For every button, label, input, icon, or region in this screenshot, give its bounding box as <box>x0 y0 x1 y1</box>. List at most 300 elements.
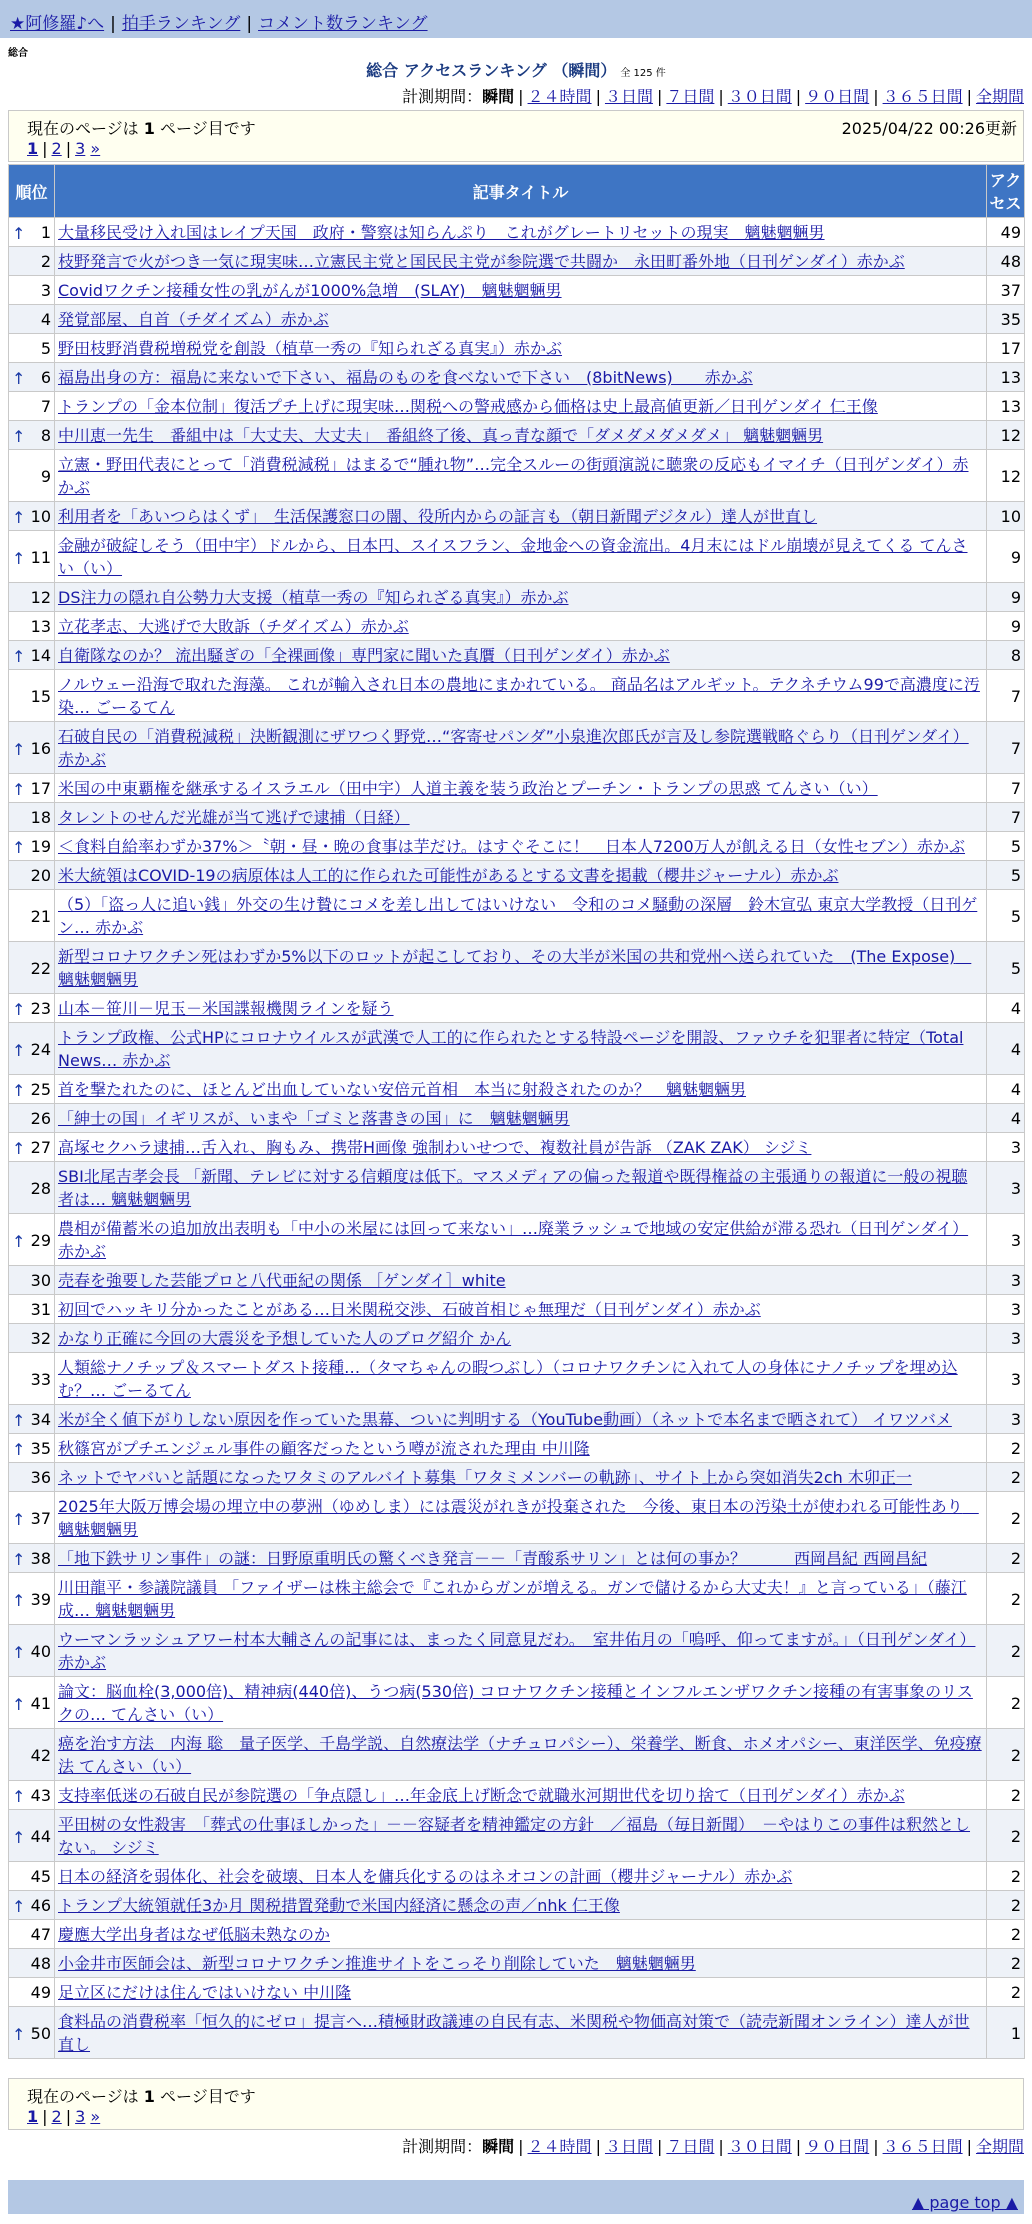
access-count: 5 <box>987 832 1025 861</box>
rank-up-arrow-icon: ↑ <box>12 1827 26 1847</box>
rank-number: 40 <box>30 1641 51 1661</box>
period-option-link[interactable]: 全期間 <box>975 87 1024 106</box>
access-count: 12 <box>987 450 1025 502</box>
rank-cell <box>9 1434 55 1463</box>
table-row <box>9 1677 1025 1729</box>
access-count: 35 <box>987 305 1025 334</box>
access-count: 48 <box>987 247 1025 276</box>
access-count: 2 <box>987 1862 1025 1891</box>
rank-number: 29 <box>30 1230 51 1250</box>
title-cell <box>55 502 987 531</box>
title-cell <box>55 305 987 334</box>
table-row <box>9 890 1025 942</box>
article-title-link[interactable]: タレントのせんだ光雄が当て逃げで逮捕（日経） <box>58 808 410 827</box>
current-page-text <box>27 2084 256 2107</box>
period-separator: | <box>656 2137 663 2156</box>
rank-number: 21 <box>30 906 51 926</box>
period-option-link[interactable]: ３日間 <box>604 2137 653 2156</box>
article-title-link[interactable]: 初回でハッキリ分かったことがある…日米関税交渉、石破首相じゃ無理だ（日刊ゲンダイ）赤かぶ <box>58 1300 761 1319</box>
table-row <box>9 1781 1025 1810</box>
access-count: 49 <box>987 218 1025 247</box>
access-count: 12 <box>987 421 1025 450</box>
table-row <box>9 1295 1025 1324</box>
table-row <box>9 1162 1025 1214</box>
rank-number: 33 <box>30 1369 51 1389</box>
rank-cell <box>9 450 55 502</box>
article-title-link[interactable]: 「地下鉄サリン事件」の謎：日野原重明氏の驚くべき発言－－「青酸系サリン」とは何の事か？ 西岡昌紀 西岡昌紀 <box>58 1549 928 1568</box>
rank-number: 30 <box>30 1271 51 1290</box>
table-row <box>9 1133 1025 1162</box>
current-page-prefix: 現在のページは <box>27 2087 139 2106</box>
article-title-link[interactable]: 食料品の消費税率「恒久的にゼロ」提言へ…積極財政議連の自民有志、米関税や物価高対策で（読売新聞オンライン）達人が世直し <box>58 2012 970 2054</box>
article-title-link[interactable]: 枝野発言で火がつき一気に現実味…立憲民主党と国民民主党が参院選で共闘か 永田町番外地（日刊ゲンダイ）赤かぶ <box>58 252 905 271</box>
article-title-link[interactable]: SBI北尾吉孝会長 「新聞、テレビに対する信頼度は低下。マスメディアの偏った報道や既得権益の主張通りの報道に一般の視聴者は… 魑魅魍魎男 <box>58 1167 968 1209</box>
rank-up-arrow-icon: ↑ <box>12 508 26 527</box>
title-cell <box>55 1781 987 1810</box>
page-link-1[interactable]: 1 <box>27 139 39 158</box>
rank-cell <box>9 583 55 612</box>
title-cell <box>55 450 987 502</box>
access-count: 2 <box>987 1891 1025 1920</box>
bottom-bar <box>8 2180 1024 2214</box>
access-count: 3 <box>987 1353 1025 1405</box>
article-title-link[interactable]: 米大統領はCOVID-19の病原体は人工的に作られた可能性があるとする文書を掲載（櫻井ジャーナル）赤かぶ <box>58 866 839 885</box>
page-top-link[interactable]: ▲ page top ▲ <box>911 2193 1018 2212</box>
period-option-link[interactable]: ９０日間 <box>805 2137 870 2156</box>
table-header-row <box>9 165 1025 218</box>
rank-number: 43 <box>30 1786 51 1805</box>
table-row <box>9 305 1025 334</box>
table-row <box>9 1434 1025 1463</box>
title-cell <box>55 1405 987 1434</box>
access-count: 2 <box>987 1920 1025 1949</box>
rank-cell <box>9 1266 55 1295</box>
table-row <box>9 1949 1025 1978</box>
access-count: 3 <box>987 1295 1025 1324</box>
table-row <box>9 1810 1025 1862</box>
updated-timestamp: 2025/04/22 00:26更新 <box>841 119 1017 138</box>
table-row <box>9 1324 1025 1353</box>
table-row <box>9 1729 1025 1781</box>
table-row <box>9 1075 1025 1104</box>
article-title-link[interactable]: 支持率低迷の石破自民が参院選の「争点隠し」…年金底上げ断念で就職氷河期世代を切り捨て（日刊ゲンダイ）赤かぶ <box>58 1786 905 1805</box>
access-count: 3 <box>987 1324 1025 1353</box>
article-title-link[interactable]: 大量移民受け入れ国はレイプ天国 政府・警察は知らんぷり これがグレートリセットの現実 魑魅魍魎男 <box>58 223 825 242</box>
rank-cell <box>9 1920 55 1949</box>
title-cell <box>55 1920 987 1949</box>
rank-cell <box>9 1463 55 1492</box>
period-option-link[interactable]: ３日間 <box>604 87 653 106</box>
rank-cell <box>9 641 55 670</box>
article-title-link[interactable]: ネットでヤバいと話題になったワタミのアルバイト募集「ワタミメンバーの軌跡」、サイト上から突如消失2ch 木卯正一 <box>58 1468 912 1487</box>
access-count: 13 <box>987 392 1025 421</box>
comment-ranking-link[interactable]: コメント数ランキング <box>258 14 428 34</box>
rank-cell <box>9 803 55 832</box>
title-cell <box>55 994 987 1023</box>
rank-cell <box>9 1405 55 1434</box>
access-count: 5 <box>987 890 1025 942</box>
rank-cell <box>9 1104 55 1133</box>
article-title-link[interactable]: 金融が破綻しそう（田中宇）ドルから、日本円、スイスフラン、金地金への資金流出。4月末にはドル崩壊が見えてくる てんさい（い） <box>58 536 968 578</box>
current-page-number: 1 <box>143 2087 155 2106</box>
rank-number: 41 <box>30 1693 51 1713</box>
rank-up-arrow-icon: ↑ <box>12 548 26 568</box>
rank-cell <box>9 890 55 942</box>
article-title-link[interactable]: 慶應大学出身者はなぜ低脳未熟なのか <box>58 1925 331 1944</box>
access-count: 2 <box>987 1677 1025 1729</box>
table-row <box>9 247 1025 276</box>
title-cell <box>55 1891 987 1920</box>
pager-separator: | <box>65 139 72 158</box>
rank-cell <box>9 1810 55 1862</box>
rank-number: 42 <box>30 1745 51 1765</box>
access-count: 2 <box>987 1781 1025 1810</box>
period-separator: | <box>795 2137 802 2156</box>
pagination-top <box>27 139 100 158</box>
rank-number: 20 <box>30 866 51 885</box>
ranking-table <box>8 164 1025 2059</box>
rank-up-arrow-icon: ↑ <box>12 369 26 388</box>
rank-number: 24 <box>30 1039 51 1059</box>
article-title-link[interactable]: 新型コロナワクチン死はわずか5%以下のロットが起こしており、その大半が米国の共和党州へ送られていた (The Expose) 魑魅魍魎男 <box>58 947 972 989</box>
period-option-link[interactable]: ３６５日間 <box>882 2137 963 2156</box>
article-title-link[interactable]: 石破自民の「消費税減税」決断観測にザワつく野党…“客寄せパンダ”小泉進次郎氏が言及し参院選戦略ぐらり（日刊ゲンダイ）赤かぶ <box>58 727 969 769</box>
article-title-link[interactable]: ＜食料自給率わずか37%＞〝朝・昼・晩の食事は芋だけ。はすぐそこに！ 日本人7200万人が飢える日（女性セブン）赤かぶ <box>58 837 966 856</box>
next-page-link[interactable]: » <box>90 2107 101 2126</box>
article-title-link[interactable]: 野田枝野消費税増税党を創設（植草一秀の『知られざる真実』）赤かぶ <box>58 339 563 358</box>
rank-cell <box>9 1677 55 1729</box>
access-count: 4 <box>987 1023 1025 1075</box>
article-title-link[interactable]: 足立区にだけは住んではいけない 中川隆 <box>58 1983 352 2002</box>
title-cell <box>55 861 987 890</box>
table-row <box>9 774 1025 803</box>
table-row <box>9 1573 1025 1625</box>
rank-cell <box>9 1023 55 1075</box>
access-count: 5 <box>987 942 1025 994</box>
access-count: 8 <box>987 641 1025 670</box>
rank-cell <box>9 994 55 1023</box>
page-link-3[interactable]: 3 <box>75 2107 86 2126</box>
pager-separator: | <box>42 2107 48 2126</box>
title-cell <box>55 1104 987 1133</box>
access-count: 2 <box>987 1434 1025 1463</box>
rank-number: 45 <box>30 1867 51 1886</box>
access-count: 3 <box>987 1133 1025 1162</box>
period-option-link[interactable]: ２４時間 <box>527 87 592 106</box>
period-separator: | <box>873 2137 879 2156</box>
title-cell <box>55 218 987 247</box>
access-count: 7 <box>987 803 1025 832</box>
title-cell <box>55 942 987 994</box>
rank-up-arrow-icon: ↑ <box>12 1694 26 1714</box>
current-page-suffix: ページ目です <box>160 119 256 138</box>
period-separator: | <box>518 2137 524 2156</box>
title-cell <box>55 1075 987 1104</box>
article-title-link[interactable]: 論文：脳血栓(3,000倍)、精神病(440倍)、うつ病(530倍) コロナワクチン接種とインフルエンザワクチン接種の有害事象のリスクの… てんさい（い） <box>58 1682 973 1724</box>
article-title-link[interactable]: 癌を治す方法 内海 聡 量子医学、千島学説、自然療法学（ナチュロパシー）、栄養学、断食、ホメオパシー、東洋医学、免疫療法 てんさい（い） <box>58 1734 982 1776</box>
title-cell <box>55 583 987 612</box>
home-link[interactable]: ★阿修羅♪へ <box>10 14 105 34</box>
period-option-link[interactable]: ２４時間 <box>527 2137 592 2156</box>
article-title-link[interactable]: 平田树の女性殺害 「葬式の仕事ほしかった」－－容疑者を精神鑑定の方針 ／福島（毎日新聞） －やはりこの事件は釈然としない。 シジミ <box>58 1815 971 1857</box>
period-separator: | <box>795 87 802 106</box>
article-title-link[interactable]: 立憲・野田代表にとって「消費税減税」はまるで“腫れ物”…完全スルーの街頭演説に聴衆の反応もイマイチ（日刊ゲンダイ）赤かぶ <box>58 455 969 497</box>
rank-up-arrow-icon: ↑ <box>12 739 26 759</box>
table-row <box>9 218 1025 247</box>
rank-number: 2 <box>40 252 51 271</box>
rank-cell <box>9 218 55 247</box>
access-count: 4 <box>987 994 1025 1023</box>
title-cell <box>55 1353 987 1405</box>
period-option-link[interactable]: ７日間 <box>666 2137 715 2156</box>
rank-number: 49 <box>30 1983 51 2002</box>
period-selector-bottom <box>402 2134 1024 2157</box>
rank-number: 12 <box>30 588 51 607</box>
rank-number: 48 <box>30 1954 51 1973</box>
article-title-link[interactable]: DS注力の隠れ自公勢力大支援（植草一秀の『知られざる真実』）赤かぶ <box>58 588 569 607</box>
table-row <box>9 1891 1025 1920</box>
title-cell <box>55 1434 987 1463</box>
article-title-link[interactable]: 日本の経済を弱体化、社会を破壊、日本人を傭兵化するのはネオコンの計画（櫻井ジャーナル）赤かぶ <box>58 1867 793 1886</box>
title-cell <box>55 670 987 722</box>
rank-cell <box>9 502 55 531</box>
rank-cell <box>9 942 55 994</box>
article-title-link[interactable]: 福島出身の方：福島に来ないで下さい、福島のものを食べないで下さい (8bitNews) 赤かぶ <box>58 368 753 387</box>
access-count: 17 <box>987 334 1025 363</box>
period-separator: | <box>873 87 879 106</box>
rank-number: 7 <box>40 397 51 416</box>
table-row <box>9 1214 1025 1266</box>
article-title-link[interactable]: 発覚部屋、自首（チダイズム）赤かぶ <box>58 310 329 329</box>
title-cell <box>55 1214 987 1266</box>
current-page-suffix: ページ目です <box>160 2087 256 2106</box>
article-title-link[interactable]: 中川恵一先生 番組中は「大丈夫、大丈夫」 番組終了後、真っ青な顔で「ダメダメダメダメ」 魑魅魍魎男 <box>58 426 824 445</box>
table-row <box>9 334 1025 363</box>
table-row <box>9 1023 1025 1075</box>
table-row <box>9 612 1025 641</box>
access-count: 2 <box>987 1573 1025 1625</box>
title-cell <box>55 1625 987 1677</box>
current-page-text <box>27 116 256 139</box>
article-title-link[interactable]: ノルウェー沿海で取れた海藻。 これが輸入され日本の農地にまかれている。 商品名はアルギット。テクネチウム99で高濃度に汚染… ごーるてん <box>58 675 980 717</box>
page-info-bottom <box>8 2078 1024 2130</box>
article-title-link[interactable]: トランプ政権、公式HPにコロナウイルスが武漢で人工的に作られたとする特設ページを開設、ファウチを犯罪者に特定（Total News… 赤かぶ <box>58 1028 964 1070</box>
current-page-prefix: 現在のページは <box>27 119 139 138</box>
rank-up-arrow-icon: ↑ <box>12 1440 26 1459</box>
rank-number: 6 <box>40 368 51 387</box>
rank-up-arrow-icon: ↑ <box>12 224 26 243</box>
article-title-link[interactable]: 高塚セクハラ逮捕…舌入れ、胸もみ、携帯H画像 強制わいせつで、複数社員が告訴 （ZAK ZAK） シジミ <box>58 1138 812 1157</box>
rank-cell <box>9 247 55 276</box>
page-link-2[interactable]: 2 <box>51 2107 62 2126</box>
article-title-link[interactable]: 米が全く値下がりしない原因を作っていた黒幕、ついに判明する（YouTube動画）（ネットで本名まで晒されて） イワツバメ <box>58 1410 952 1429</box>
table-row <box>9 2007 1025 2059</box>
access-count: 2 <box>987 1544 1025 1573</box>
period-current: 瞬間 <box>482 2137 515 2156</box>
article-title-link[interactable]: 自衛隊なのか？ 流出騒ぎの「全裸画像」専門家に聞いた真贋（日刊ゲンダイ）赤かぶ <box>58 646 670 665</box>
period-option-link[interactable]: ９０日間 <box>805 87 870 106</box>
rank-number: 10 <box>30 507 51 526</box>
rank-up-arrow-icon: ↑ <box>12 1509 26 1529</box>
title-cell <box>55 641 987 670</box>
period-separator: | <box>656 87 663 106</box>
article-title-link[interactable]: 利用者を「あいつらはくず」 生活保護窓口の闇、役所内からの証言も（朝日新聞デジタル）達人が世直し <box>58 507 818 526</box>
rank-cell <box>9 670 55 722</box>
rank-cell <box>9 531 55 583</box>
table-row <box>9 1405 1025 1434</box>
title-cell <box>55 890 987 942</box>
rank-cell <box>9 1075 55 1104</box>
rank-number: 47 <box>30 1925 51 1944</box>
table-row <box>9 1492 1025 1544</box>
article-title-link[interactable]: 2025年大阪万博会場の埋立中の夢洲（ゆめしま）には震災がれきが投棄された 今後、東日本の汚染土が使われる可能性あり 魑魅魍魎男 <box>58 1497 979 1539</box>
page-link-3[interactable]: 3 <box>75 139 86 158</box>
article-title-link[interactable]: 「紳士の国」イギリスが、いまや「ゴミと落書きの国」に 魑魅魍魎男 <box>58 1109 570 1128</box>
access-count: 7 <box>987 774 1025 803</box>
period-label: 計測期間： <box>402 2137 483 2156</box>
nav-separator: | <box>110 14 116 34</box>
article-title-link[interactable]: 人類総ナノチップ＆スマートダスト接種…（タマちゃんの暇つぶし）（コロナワクチンに入れて人の身体にナノチップを埋め込む？… ごーるてん <box>58 1358 958 1400</box>
title-cell <box>55 334 987 363</box>
period-option-link[interactable]: ３６５日間 <box>882 87 963 106</box>
access-count: 3 <box>987 1266 1025 1295</box>
table-row <box>9 832 1025 861</box>
access-count: 7 <box>987 722 1025 774</box>
rank-cell <box>9 1162 55 1214</box>
table-row <box>9 1353 1025 1405</box>
title-cell <box>55 1324 987 1353</box>
article-title-link[interactable]: 売春を強要した芸能プロと八代亜紀の関係 ［ゲンダイ］white <box>58 1271 506 1290</box>
rank-up-arrow-icon: ↑ <box>12 1642 26 1662</box>
article-title-link[interactable]: 山本－笹川－児玉－米国諜報機関ラインを疑う <box>58 999 394 1018</box>
title-cell <box>55 1677 987 1729</box>
access-column-header: アクセス <box>987 165 1025 218</box>
period-label: 計測期間： <box>402 87 483 106</box>
period-option-link[interactable]: ７日間 <box>666 87 715 106</box>
article-title-link[interactable]: かなり正確に今回の大震災を予想していた人のブログ紹介 かん <box>58 1329 512 1348</box>
rank-cell <box>9 1492 55 1544</box>
article-title-link[interactable]: トランプの「金本位制」復活プチ上げに現実味…関税への警戒感から価格は史上最高値更新／日刊ゲンダイ 仁王像 <box>58 397 878 416</box>
access-count: 2 <box>987 1463 1025 1492</box>
period-option-link[interactable]: ３０日間 <box>727 87 792 106</box>
rank-cell <box>9 722 55 774</box>
title-cell <box>55 774 987 803</box>
rank-number: 5 <box>40 339 51 358</box>
current-page-number: 1 <box>143 119 155 138</box>
article-title-link[interactable]: Covidワクチン接種女性の乳がんが1000%急増 (SLAY) 魑魅魍魎男 <box>58 281 562 300</box>
category-label: 総合 <box>8 48 28 59</box>
article-title-link[interactable]: （5）「盗っ人に追い銭」外交の生け贄にコメを差し出してはいけない 令和のコメ騒動の深層 鈴木宣弘 東京大学教授（日刊ゲン… 赤かぶ <box>58 895 978 937</box>
rank-number: 18 <box>30 808 51 827</box>
article-title-link[interactable]: 川田龍平・参議院議員 「ファイザーは株主総会で『これからガンが増える。ガンで儲けるから大丈夫！』と言っている」（藤江成… 魑魅魍魎男 <box>58 1578 967 1620</box>
title-cell <box>55 612 987 641</box>
page-title-text: 総合 アクセスランキング （瞬間） <box>366 61 617 80</box>
access-count: 3 <box>987 1214 1025 1266</box>
table-row <box>9 502 1025 531</box>
article-title-link[interactable]: ウーマンラッシュアワー村本大輔さんの記事には、まったく同意見だわ。 室井佑月の「嗚呼、仰ってますが。」（日刊ゲンダイ）赤かぶ <box>58 1630 976 1672</box>
article-title-link[interactable]: 立花孝志、大逃げで大敗訴（チダイズム）赤かぶ <box>58 617 409 636</box>
rank-number: 37 <box>30 1508 51 1528</box>
rank-number: 8 <box>40 426 51 445</box>
page-link-1[interactable]: 1 <box>27 2107 39 2126</box>
rank-number: 16 <box>30 738 51 758</box>
table-row <box>9 392 1025 421</box>
period-separator: | <box>718 87 724 106</box>
rank-cell <box>9 832 55 861</box>
article-title-link[interactable]: 米国の中東覇権を継承するイスラエル（田中宇）人道主義を装う政治とプーチン・トランプの思惑 てんさい（い） <box>58 779 878 798</box>
rank-cell <box>9 1214 55 1266</box>
rank-number: 22 <box>30 958 51 978</box>
clap-ranking-link[interactable]: 拍手ランキング <box>121 14 241 34</box>
period-separator: | <box>966 87 972 106</box>
rank-cell <box>9 1949 55 1978</box>
access-count: 10 <box>987 502 1025 531</box>
title-cell <box>55 1810 987 1862</box>
title-cell <box>55 1492 987 1544</box>
title-cell <box>55 247 987 276</box>
article-title-link[interactable]: 農相が備蓄米の追加放出表明も「中小の米屋には回って来ない」…廃業ラッシュで地域の安定供給が滞る恐れ（日刊ゲンダイ）赤かぶ <box>58 1219 969 1261</box>
access-count: 1 <box>987 2007 1025 2059</box>
title-cell <box>55 832 987 861</box>
table-row <box>9 531 1025 583</box>
access-count: 2 <box>987 1492 1025 1544</box>
access-count: 5 <box>987 861 1025 890</box>
ranking-table-body <box>9 218 1025 2059</box>
period-option-link[interactable]: 全期間 <box>975 2137 1024 2156</box>
rank-number: 3 <box>40 281 51 300</box>
title-cell <box>55 1133 987 1162</box>
table-row <box>9 1625 1025 1677</box>
article-title-link[interactable]: 首を撃たれたのに、ほとんど出血していない安倍元首相 本当に射殺されたのか？ 魑魅魍魎男 <box>58 1080 747 1099</box>
title-cell <box>55 1862 987 1891</box>
title-cell <box>55 1023 987 1075</box>
table-row <box>9 583 1025 612</box>
rank-number: 15 <box>30 686 51 706</box>
access-count: 2 <box>987 1949 1025 1978</box>
rank-up-arrow-icon: ↑ <box>12 1000 26 1019</box>
title-cell <box>55 1949 987 1978</box>
rank-cell <box>9 1295 55 1324</box>
rank-cell <box>9 1324 55 1353</box>
rank-number: 36 <box>30 1468 51 1487</box>
title-column-header: 記事タイトル <box>55 165 987 218</box>
title-cell <box>55 1162 987 1214</box>
period-separator: | <box>595 2137 601 2156</box>
rank-up-arrow-icon: ↑ <box>12 780 26 799</box>
rank-up-arrow-icon: ↑ <box>12 1787 26 1806</box>
next-page-link[interactable]: » <box>90 139 101 158</box>
rank-cell <box>9 1729 55 1781</box>
article-title-link[interactable]: 秋篠宮がプチエンジェル事件の顧客だったという噂が流された理由 中川隆 <box>58 1439 590 1458</box>
rank-number: 13 <box>30 617 51 636</box>
table-row <box>9 1463 1025 1492</box>
period-option-link[interactable]: ３０日間 <box>727 2137 792 2156</box>
access-count: 2 <box>987 1810 1025 1862</box>
rank-up-arrow-icon: ↑ <box>12 427 26 446</box>
rank-up-arrow-icon: ↑ <box>12 1231 26 1251</box>
page-link-2[interactable]: 2 <box>51 139 62 158</box>
rank-number: 31 <box>30 1300 51 1319</box>
rank-up-arrow-icon: ↑ <box>12 1411 26 1430</box>
rank-number: 32 <box>30 1329 51 1348</box>
article-title-link[interactable]: 小金井市医師会は、新型コロナワクチン推進サイトをこっそり削除していた 魑魅魍魎男 <box>58 1954 696 1973</box>
rank-number: 23 <box>30 999 51 1018</box>
article-title-link[interactable]: トランプ大統領就任3か月 関税措置発動で米国内経済に懸念の声／nhk 仁王像 <box>58 1896 620 1915</box>
table-row <box>9 1920 1025 1949</box>
rank-cell <box>9 1133 55 1162</box>
rank-number: 44 <box>30 1826 51 1846</box>
title-cell <box>55 392 987 421</box>
